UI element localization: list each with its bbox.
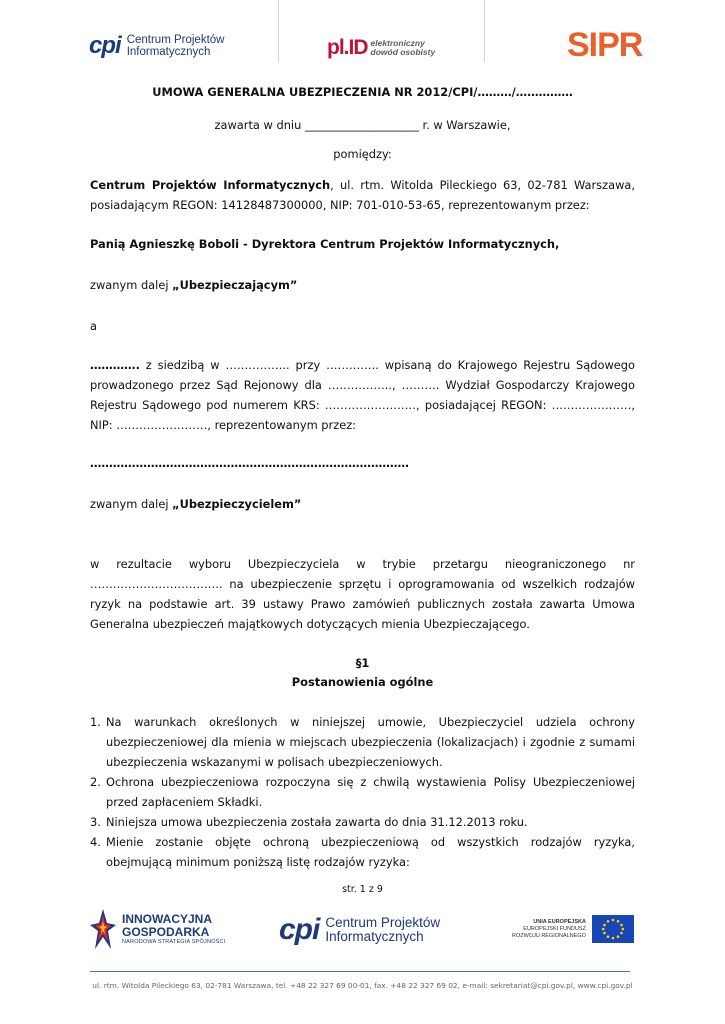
plid-logo bbox=[327, 36, 435, 60]
section-number: §1 bbox=[355, 656, 370, 670]
header-separator bbox=[278, 0, 279, 62]
footer-cpi-logo bbox=[279, 913, 440, 947]
footer-address: ul. rtm. Witolda Pileckiego 63, 02-781 Warszawa, tel. +48 22 327 69 00-01, fax. +48 22 327 69 02, e-mail: sekretariat@cpi.gov.pl, www.cpi.gov.pl bbox=[92, 981, 633, 990]
eu-line1: UNIA EUROPEJSKA bbox=[533, 918, 586, 925]
called2-name: „Ubezpieczycielem” bbox=[172, 497, 302, 511]
between-line: pomiędzy: bbox=[333, 147, 392, 161]
intro-paragraph: w rezultacie wyboru Ubezpieczyciela w trybie przetargu nieograniczonego nr …………………………….. na ubezpieczenie sprzętu i oprogramowania od wszelkich rodzajów ryzyk na podstawie art. 39 ustawy Prawo zamówień publicznych została zawarta Umowa Generalna ubezpieczeń majątkowych dotyczących mienia Ubezpieczającego. bbox=[90, 557, 635, 631]
called1-name: „Ubezpieczającym” bbox=[172, 278, 298, 292]
footer-divider bbox=[90, 971, 630, 972]
page-number: str. 1 z 9 bbox=[342, 884, 383, 895]
party1-name: Centrum Projektów Informatycznych bbox=[90, 178, 331, 192]
plid-logo-line1: elektroniczny bbox=[370, 38, 425, 49]
list-item bbox=[90, 832, 635, 872]
footer-cpi-line1: Centrum Projektów bbox=[325, 914, 441, 930]
list-item-number: 1. bbox=[90, 715, 101, 729]
list-item-number: 2. bbox=[90, 775, 101, 789]
cpi-logo bbox=[89, 32, 224, 60]
list-item-text: Mienie zostanie objęte ochroną ubezpieczeniową od wszystkich rodzajów ryzyka, obejmującą minimum poniższą listę rodzajów ryzyka: bbox=[106, 835, 635, 869]
list-item-number: 3. bbox=[90, 815, 101, 829]
eu-logo bbox=[512, 915, 634, 943]
list-item bbox=[90, 812, 635, 832]
list-item bbox=[90, 712, 635, 772]
cpi-logo-line2: Informatycznych bbox=[126, 46, 211, 58]
list-item-text: Na warunkach określonych w niniejszej umowie, Ubezpieczyciel udziela ochrony ubezpieczeniowej dla mienia w miejscach ubezpieczenia (lokalizacjach) i zgodnie z sumami ubezpieczenia wskazanymi w polisach ubezpieczeniowych. bbox=[106, 715, 635, 769]
innowacyjna-gospodarka-logo bbox=[90, 909, 225, 949]
representative-1: Panią Agnieszkę Boboli - Dyrektora Centrum Projektów Informatycznych, bbox=[90, 237, 560, 251]
ig-line1: INNOWACYJNA bbox=[122, 912, 213, 926]
ig-star-icon bbox=[90, 909, 116, 949]
section-title: Postanowienia ogólne bbox=[291, 675, 434, 689]
document-title: UMOWA GENERALNA UBEZPIECZENIA NR 2012/CPI/………/…………… bbox=[152, 85, 573, 99]
page-footer bbox=[0, 895, 725, 1024]
cpi-logo-mark: cpi bbox=[89, 32, 121, 59]
list-item-text: Niniejsza umowa ubezpieczenia została zawarta do dnia 31.12.2013 roku. bbox=[106, 815, 528, 829]
plid-logo-line2: dowód osobisty bbox=[370, 47, 436, 57]
footer-cpi-mark: cpi bbox=[279, 913, 320, 946]
called-ubezpieczyciel bbox=[90, 495, 635, 514]
ig-line2: GOSPODARKA bbox=[122, 925, 210, 939]
called1-prefix: zwanym dalej bbox=[90, 278, 173, 292]
called-ubezpieczajacy bbox=[90, 276, 635, 295]
and-line: a bbox=[90, 319, 97, 333]
eu-line2: EUROPEJSKI FUNDUSZ bbox=[523, 925, 586, 932]
eu-flag-icon bbox=[592, 915, 634, 943]
cpi-logo-line1: Centrum Projektów bbox=[126, 33, 225, 46]
footer-cpi-line2: Informatycznych bbox=[325, 929, 424, 944]
plid-logo-mark: pl.ID bbox=[327, 36, 368, 59]
representative-2: ………………………………………………………………………… bbox=[90, 456, 409, 470]
party2-paragraph bbox=[90, 355, 635, 435]
sipr-logo: SIPR bbox=[567, 26, 643, 64]
eu-line3: ROZWOJU REGIONALNEGO bbox=[512, 932, 586, 939]
list-item bbox=[90, 772, 635, 812]
concluded-line: zawarta w dniu ____________________ r. w Warszawie, bbox=[214, 118, 511, 132]
party1-details: , ul. rtm. Witolda Pileckiego 63, 02-781 Warszawa, posiadającym REGON: 14128487300000, NIP: 701-010-53-65, reprezentowanym przez: bbox=[90, 178, 635, 212]
party2-dots: …………. bbox=[90, 358, 140, 372]
page-header bbox=[0, 0, 725, 90]
party2-details: z siedzibą w …………….. przy ………….. wpisaną do Krajowego Rejestru Sądowego prowadzonego przez Sąd Rejonowy dla …………….., ………. Wydział Gospodarczy Krajowego Rejestru Sądowego pod numerem KRS: ……………………, posiadającej REGON: …………………, NIP: ……………………, reprezentowanym przez: bbox=[90, 358, 635, 432]
list-item-number: 4. bbox=[90, 835, 101, 849]
party1-paragraph bbox=[90, 175, 635, 215]
header-separator bbox=[484, 0, 485, 62]
list-item-text: Ochrona ubezpieczeniowa rozpoczyna się z chwilą wystawienia Polisy Ubezpieczeniowej przed zapłaceniem Składki. bbox=[106, 775, 635, 809]
called2-prefix: zwanym dalej bbox=[90, 497, 173, 511]
ig-line3: NARODOWA STRATEGIA SPÓJNOŚCI bbox=[122, 939, 226, 945]
